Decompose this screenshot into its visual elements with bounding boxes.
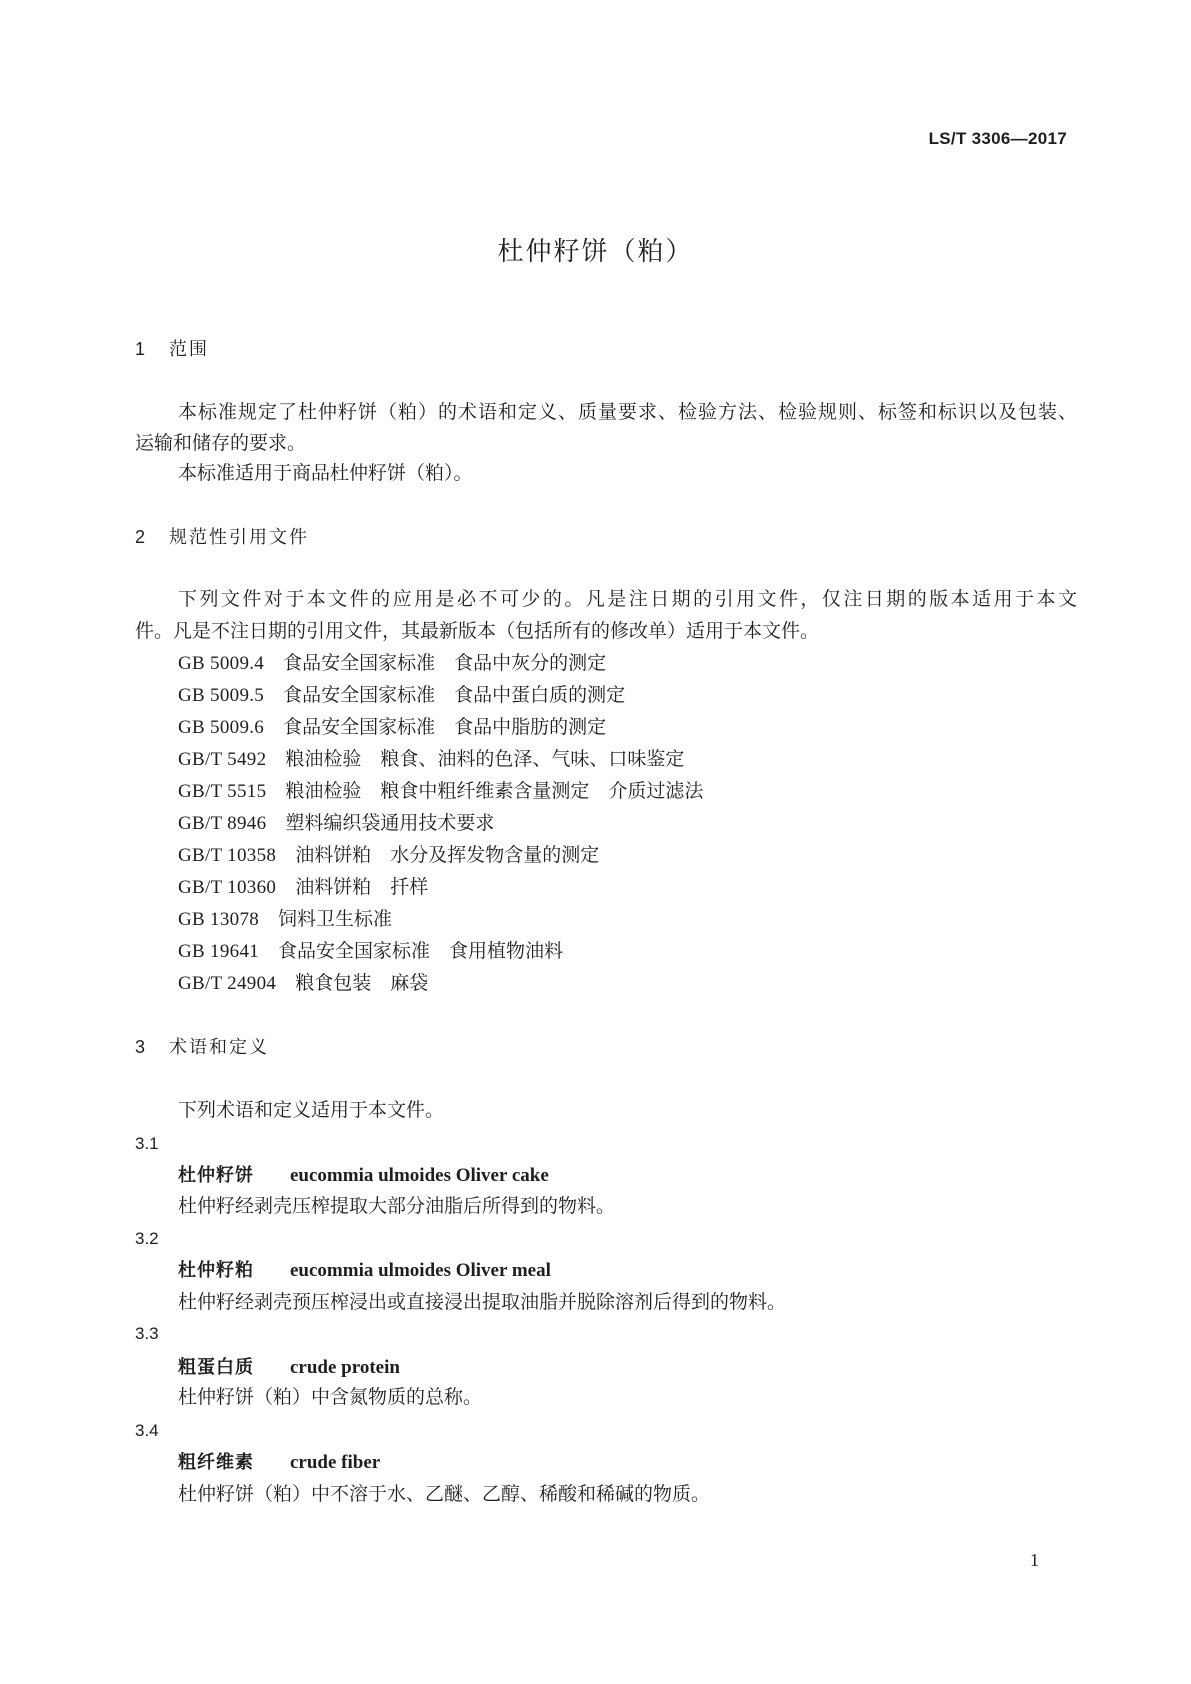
section-title: 术语和定义 [169,1037,269,1057]
term-english: crude fiber [290,1452,381,1473]
paragraph-line: 本标准适用于商品杜仲籽饼（粕）。 [178,463,473,484]
standard-number: LS/T 3306—2017 [928,129,1067,148]
term-entry [178,1356,400,1379]
reference-title: 油料饼粕 扦样 [295,877,429,898]
reference-item [178,877,428,899]
term-number: 3.3 [135,1324,159,1343]
term-english: eucommia ulmoides Oliver cake [290,1165,549,1186]
term-definition: 杜仲籽饼（粕）中不溶于水、乙醚、乙醇、稀酸和稀碱的物质。 [178,1484,711,1505]
term-number: 3.1 [135,1134,159,1153]
paragraph-line: 下列文件对于本文件的应用是必不可少的。凡是注日期的引用文件，仅注日期的版本适用于本文 [178,589,1077,610]
reference-item [178,653,606,675]
term-entry [178,1259,551,1282]
reference-title: 塑料编织袋通用技术要求 [285,813,495,834]
page-number: 1 [1030,1550,1039,1570]
reference-item [178,685,625,707]
section-title: 范围 [169,339,209,359]
reference-item [178,909,392,931]
reference-code: GB/T 8946 [178,813,267,834]
reference-item [178,973,428,995]
term-definition: 杜仲籽经剥壳预压榨浸出或直接浸出提取油脂并脱除溶剂后得到的物料。 [178,1292,787,1313]
reference-code: GB 5009.5 [178,685,265,706]
reference-title: 食品安全国家标准 食品中蛋白质的测定 [283,685,626,706]
term-number: 3.4 [135,1421,159,1440]
reference-item [178,941,563,963]
reference-item [178,781,703,803]
section-number: 2 [135,527,146,547]
term-number: 3.2 [135,1229,159,1248]
reference-title: 油料饼粕 水分及挥发物含量的测定 [295,845,600,866]
term-entry [178,1451,380,1474]
paragraph-line: 下列术语和定义适用于本文件。 [178,1100,445,1121]
term-english: crude protein [290,1357,400,1378]
reference-code: GB 13078 [178,909,260,930]
reference-title: 食品安全国家标准 食用植物油料 [278,941,564,962]
paragraph-line: 件。凡是不注日期的引用文件，其最新版本（包括所有的修改单）适用于本文件。 [135,621,820,642]
section-title: 规范性引用文件 [169,527,309,547]
reference-title: 食品安全国家标准 食品中灰分的测定 [283,653,607,674]
reference-code: GB 5009.4 [178,653,265,674]
reference-code: GB/T 5492 [178,749,267,770]
reference-code: GB/T 24904 [178,973,277,994]
document-title: 杜仲籽饼（粕） [497,236,694,266]
section-heading-normative-references [135,526,309,548]
term-chinese: 杜仲籽粕 [178,1260,254,1280]
reference-title: 粮食包装 麻袋 [295,973,429,994]
reference-code: GB 5009.6 [178,717,265,738]
section-heading-terms-definitions [135,1036,269,1058]
reference-code: GB/T 10358 [178,845,277,866]
reference-title: 饲料卫生标准 [278,909,393,930]
reference-code: GB 19641 [178,941,260,962]
section-heading-scope [135,338,209,360]
term-english: eucommia ulmoides Oliver meal [290,1260,551,1281]
term-definition: 杜仲籽饼（粕）中含氮物质的总称。 [178,1387,483,1408]
term-chinese: 粗蛋白质 [178,1357,254,1377]
term-chinese: 粗纤维素 [178,1452,254,1472]
reference-item [178,813,494,835]
term-definition: 杜仲籽经剥壳压榨提取大部分油脂后所得到的物料。 [178,1196,616,1217]
reference-title: 粮油检验 粮食、油料的色泽、气味、口味鉴定 [285,749,685,770]
paragraph-line: 本标准规定了杜仲籽饼（粕）的术语和定义、质量要求、检验方法、检验规则、标签和标识以及包装、 [178,402,1077,423]
reference-item [178,845,599,867]
term-entry [178,1164,549,1187]
section-number: 1 [135,339,146,359]
reference-item [178,749,684,771]
reference-code: GB/T 10360 [178,877,277,898]
paragraph-line: 运输和储存的要求。 [135,433,307,454]
reference-item [178,717,606,739]
term-chinese: 杜仲籽饼 [178,1165,254,1185]
reference-code: GB/T 5515 [178,781,267,802]
reference-title: 粮油检验 粮食中粗纤维素含量测定 介质过滤法 [285,781,704,802]
section-number: 3 [135,1037,146,1057]
reference-title: 食品安全国家标准 食品中脂肪的测定 [283,717,607,738]
